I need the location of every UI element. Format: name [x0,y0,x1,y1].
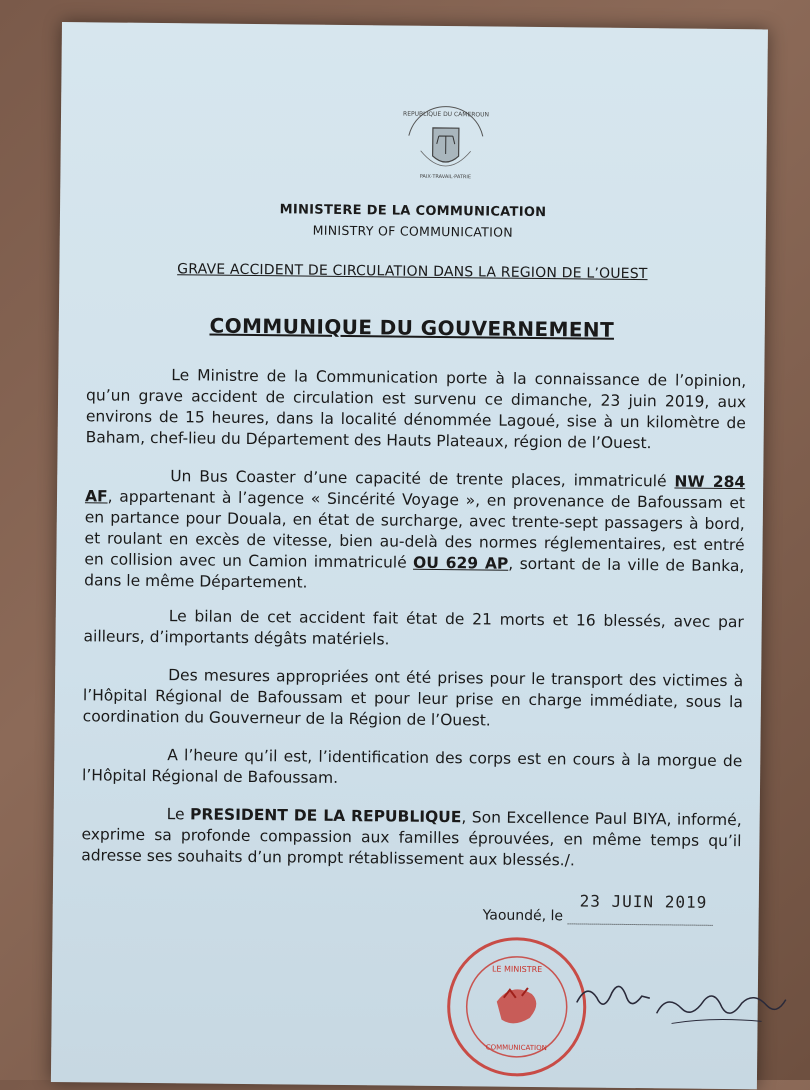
document-page [51,22,768,1089]
dateline-prefix: Yaoundé, le [482,907,564,925]
paragraph-2-part-b: , appartenant à l’agence « Sincérité Voyage », en provenance de Bafoussam et en partance pour Douala, en état de surcharge, avec trente-sept passagers à bord, et roulant en excès de vitesse, bien au-delà des normes réglementaires, est entré en collision avec un Camion immatriculé [84,487,746,572]
date-stamp: 23 JUIN 2019 [579,891,708,912]
paragraph-3: Le bilan de cet accident fait état de 21 morts et 16 blessés, avec par ailleurs, d’importants dégâts matériels. [83,607,744,649]
paragraph-6-part-b: , Son Excellence Paul BIYA, informé, exprime sa profonde compassion aux familles éprouvées, en même temps qu’il adresse ses souhaits d’un prompt rétablissement aux blessés./. [81,808,742,870]
svg-text:REPUBLIQUE DU CAMEROUN: REPUBLIQUE DU CAMEROUN [403,110,490,119]
seal-stamp-icon [441,931,593,1083]
ministry-name-fr: MINISTERE DE LA COMMUNICATION [279,202,547,221]
paragraph-2-part-a: Un Bus Coaster d’une capacité de trente places, immatriculé [170,467,675,491]
paragraph-6 [81,803,742,873]
svg-text:COMMUNICATION: COMMUNICATION [485,1043,547,1053]
paragraph-4: Des mesures appropriées ont été prises pour le transport des victimes à l’Hôpital Régional de Bafoussam et pour leur prise en charge immédiate, sous la coordination du Gouverneur de la Région de l’Ouest. [82,666,744,730]
coat-of-arms-icon [390,95,501,196]
handwritten-signature-icon [571,967,792,1039]
dateline [482,891,713,925]
communique-subject: GRAVE ACCIDENT DE CIRCULATION DANS LA REGION DE L’OUEST [177,261,648,283]
date-field [567,891,712,926]
communique-title: COMMUNIQUE DU GOUVERNEMENT [209,313,615,342]
paragraph-1: Le Ministre de la Communication porte à la connaissance de l’opinion, qu’un grave accident de circulation est survenu ce dimanche, 23 juin 2019, aux environs de 15 heures, dans la localité dénommée Lagoué, sise à un kilomètre de Baham, chef-lieu du Département des Hauts Plateaux, région de l’Ouest. [85,366,747,453]
communique-body [81,364,746,890]
ministry-name-en: MINISTRY OF COMMUNICATION [312,222,514,240]
president-title: PRESIDENT DE LA REPUBLIQUE [190,805,462,827]
official-seal [441,931,593,1083]
paragraph-5: A l’heure qu’il est, l’identification des corps est en cours à la morgue de l’Hôpital Régional de Bafoussam. [82,746,743,787]
svg-text:PAIX·TRAVAIL·PATRIE: PAIX·TRAVAIL·PATRIE [419,173,472,181]
paragraph-2 [84,465,745,598]
svg-text:LE MINISTRE: LE MINISTRE [491,964,543,975]
truck-plate-number: OU 629 AP [413,553,509,573]
paragraph-2-part-c: , sortant de la ville de Banka, dans le même Département. [84,554,745,592]
minister-signature [571,967,792,1039]
bus-plate-number: NW 284 AF [84,472,746,506]
paragraph-6-part-a: Le [166,805,191,824]
cameroon-coat-of-arms-emblem [390,95,501,196]
